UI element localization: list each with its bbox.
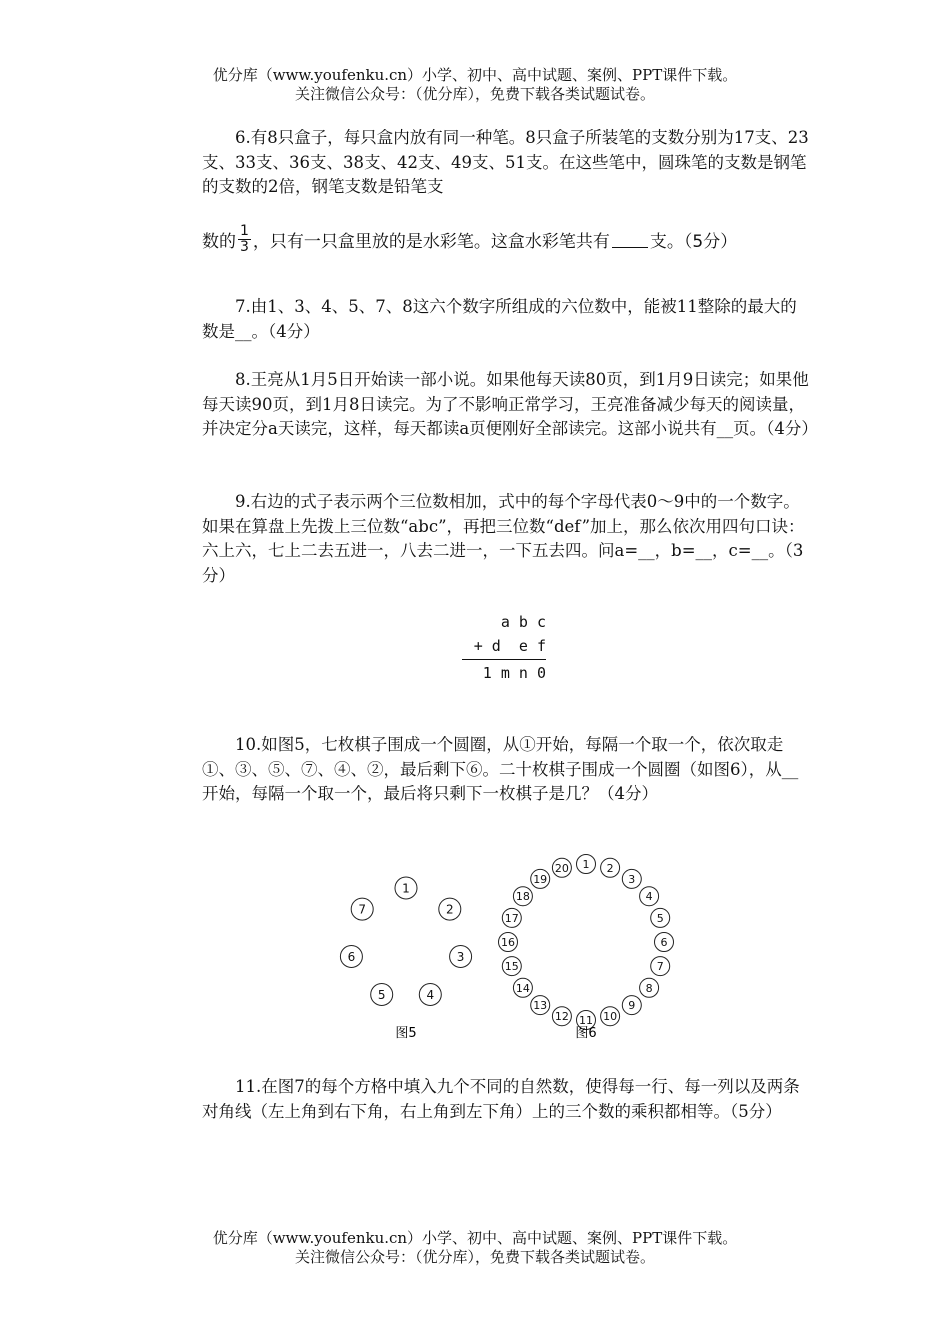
fig6-piece-label-2: 2 — [606, 861, 614, 875]
fig6-piece-label-1: 1 — [582, 858, 590, 871]
question-9-text: 9.右边的式子表示两个三位数相加，式中的每个字母代表0～9中的一个数字。如果在算盘上先拨上三位数“abc”，再把三位数“def”加上，那么依次用四句口诀：六上六，七上二去五进一，八去二进一，一下五去四。问a=__，b=__，c=__。（3分） — [202, 492, 805, 585]
fig6-piece-label-9: 9 — [628, 999, 636, 1013]
figure-6-label: 图6 — [575, 1026, 597, 1041]
question-8 — [202, 368, 818, 442]
fig6-piece-label-18: 18 — [515, 890, 530, 904]
question-7 — [202, 295, 812, 344]
addition-rule — [462, 659, 546, 660]
fig6-piece-label-16: 16 — [501, 936, 515, 949]
question-10 — [202, 733, 812, 807]
question-10-text: 10.如图5，七枚棋子围成一个圆圈，从①开始，每隔一个取一个，依次取走①、③、⑤、⑦、④、②，最后剩下⑥。二十枚棋子围成一个圆圈（如图6），从__开始，每隔一个取一个，最后将只剩下一枚棋子是几？（4分） — [202, 735, 799, 803]
header-line-1: 优分库（www.youfenku.cn）小学、初中、高中试题、案例、PPT课件下载。 — [212, 66, 738, 84]
fig5-piece-label-7: 7 — [358, 902, 367, 917]
fig5-piece-label-3: 3 — [456, 949, 465, 964]
fig6-piece-label-15: 15 — [504, 960, 519, 974]
question-6 — [202, 126, 812, 200]
question-7-text: 7.由1、3、4、5、7、8这六个数字所组成的六位数中，能被11整除的最大的数是__。（4分） — [202, 297, 797, 341]
fraction-numerator: 1 — [240, 223, 249, 239]
fig5-piece-label-6: 6 — [347, 949, 356, 964]
circle-figures — [0, 850, 950, 1050]
fig5-piece-label-5: 5 — [377, 987, 386, 1002]
page-header — [0, 66, 950, 104]
fig6-piece-label-5: 5 — [656, 911, 664, 925]
fig6-piece-label-20: 20 — [554, 861, 569, 875]
fig6-piece-label-12: 12 — [554, 1010, 569, 1024]
q6-text-end: 支。（5分） — [649, 232, 738, 252]
addition-row-1: a b c — [500, 613, 546, 631]
fig6-piece-label-17: 17 — [504, 911, 519, 925]
fig6-piece-label-7: 7 — [656, 960, 664, 974]
fig6-piece-label-10: 10 — [603, 1010, 618, 1024]
fig6-piece-label-14: 14 — [515, 981, 530, 995]
footer-line-1: 优分库（www.youfenku.cn）小学、初中、高中试题、案例、PPT课件下载。 — [212, 1229, 738, 1247]
fig5-piece-label-2: 2 — [445, 902, 454, 917]
fig5-piece-label-4: 4 — [426, 987, 435, 1002]
vertical-addition — [462, 610, 546, 685]
question-11 — [202, 1075, 812, 1124]
figure-5-circle — [340, 877, 471, 1006]
addition-row-2: + d e f — [473, 637, 546, 655]
fraction-denominator: 3 — [240, 239, 249, 255]
question-6-continuation — [202, 224, 812, 255]
question-6-text: 6.有8只盒子，每只盒内放有同一种笔。8只盒子所装笔的支数分别为17支、23支、33支、36支、38支、42支、49支、51支。在这些笔中，圆珠笔的支数是钢笔的支数的2倍，钢笔支数是铅笔支 — [202, 128, 809, 196]
footer-line-2: 关注微信公众号：（优分库），免费下载各类试题试卷。 — [294, 1248, 655, 1266]
question-11-text: 11.在图7的每个方格中填入九个不同的自然数，使得每一行、每一列以及两条对角线（左上角到右下角，右上角到左下角）上的三个数的乘积都相等。（5分） — [202, 1077, 800, 1121]
q6-text-after-fraction: ，只有一只盒里放的是水彩笔。这盒水彩笔共有 — [252, 232, 610, 252]
question-9 — [202, 490, 812, 588]
fig6-piece-label-3: 3 — [628, 872, 636, 886]
fig5-piece-label-1: 1 — [402, 881, 410, 896]
fig6-piece-label-19: 19 — [533, 872, 548, 886]
page-footer — [0, 1229, 950, 1267]
question-8-text: 8.王亮从1月5日开始读一部小说。如果他每天读80页，到1月9日读完；如果他每天读90页，到1月8日读完。为了不影响正常学习，王亮准备减少每天的阅读量，并决定分a天读完，这样，每天都读a页便刚好全部读完。这部小说共有__页。（4分） — [202, 370, 818, 438]
addition-result-row: 1 m n 0 — [482, 664, 546, 682]
fig6-piece-label-6: 6 — [660, 936, 668, 949]
figure-5-label: 图5 — [395, 1026, 417, 1041]
one-third-fraction — [238, 224, 251, 255]
fig6-piece-label-13: 13 — [533, 999, 548, 1013]
fig6-piece-label-4: 4 — [645, 890, 653, 904]
header-line-2: 关注微信公众号：（优分库），免费下载各类试题试卷。 — [294, 85, 655, 103]
answer-blank — [612, 231, 648, 248]
fig6-piece-label-8: 8 — [645, 981, 653, 995]
fig6-piece-label-11: 11 — [579, 1014, 593, 1027]
q6-text-before-fraction: 数的 — [202, 232, 236, 252]
figure-6-circle — [499, 855, 674, 1030]
